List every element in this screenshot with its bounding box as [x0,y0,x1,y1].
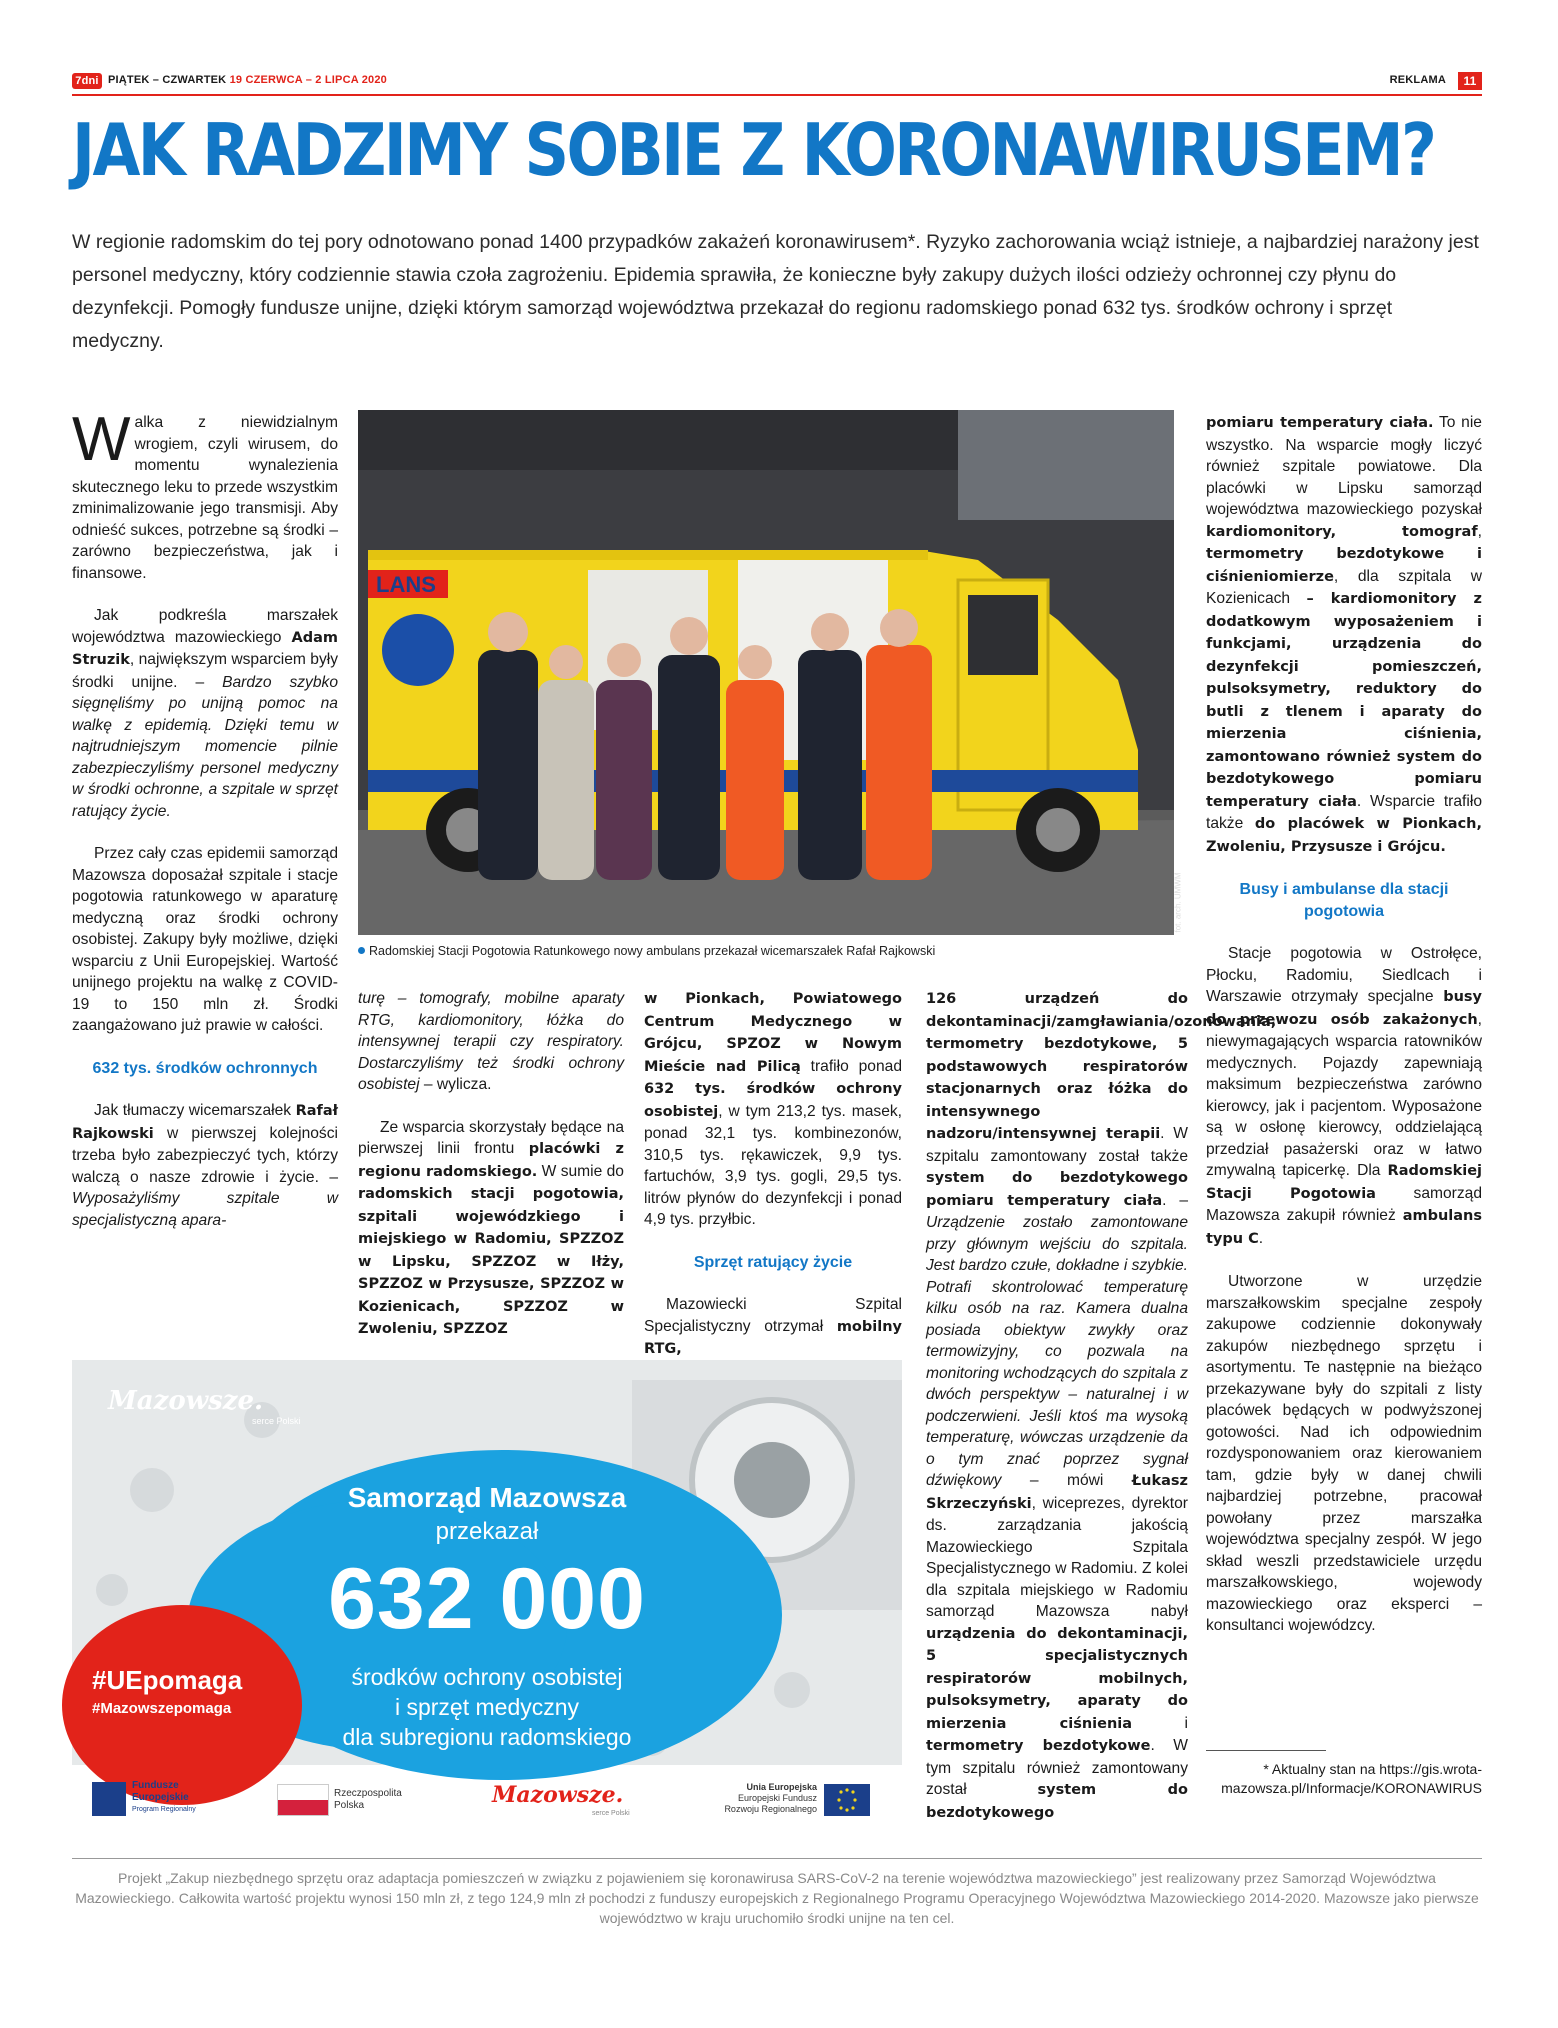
ad-number: 632 000 [328,1551,646,1647]
footer-divider [72,1858,1482,1859]
bullet-icon [358,947,365,954]
funding-logos [72,1770,902,1830]
ad-subheadline: przekazał [435,1518,539,1545]
vehicle-lettering: LANS [376,572,436,597]
paragraph: pomiaru temperatury ciała. To nie wszystko. Na wsparcie mogły liczyć również szpitale powiatowe. Dla placówki w Lipsku samorząd województwa mazowieckiego pozyskał kardiomonitory, tomograf, termometry bezdotykowe i ciśnieniomierze, dla szpitala w Kozienicach – kardiomonitory z dodatkowym wyposażeniem i funkcjami, urządzenia do dezynfekcji pomieszczeń, pulsoksymetry, reduktory do butli z tlenem i aparaty do mierzenia ciśnienia, zamontowano również system do bezdotykowego pomiaru temperatury ciała. Wsparcie trafiło także do placówek w Pionkach, Zwoleniu, Przysusze i Grójcu. [1206,414,1482,855]
paragraph: Jak podkreśla marszałek województwa mazowieckiego Adam Struzik, największym wsparciem były środki unijne. – Bardzo szybko sięgnęliśmy po unijną pomoc na walkę z epidemią. Dzięki temu w najtrudniejszym momencie pilnie zabezpieczyliśmy personel medyczny w środki ochronne, a szpitale w sprzęt ratujący życie. [72,607,338,820]
header-divider [72,94,1482,96]
subheading: 632 tys. środków ochronnych [92,1059,318,1077]
mazowsze-logo: Mazowsze. [108,1386,264,1416]
mazowsze-tagline: serce Polski [252,1416,301,1426]
paragraph: Stacje pogotowia w Ostrołęce, Płocku, Radomiu, Siedlcach i Warszawie otrzymały specjalne busy do przewozu osób zakażonych, niewymagających wsparcia ratowników medycznych. Pojazdy zapewniają maksimum bezpieczeństwa zarówno kierowcy, jak i pacjentom. Wyposażone są w osłonę kierowcy, oddzielającą przedział pasażerski oraz w łatwo zmywalną tapicerkę. Dla Radomskiej Stacji Pogotowia samorząd Mazowsza zakupił również ambulans typu C. [1206,945,1482,1247]
newspaper-logo: 7dni [72,73,102,89]
hashtag-mazowsze: #Mazowszepomaga [92,1700,232,1717]
ad-headline: Samorząd Mazowsza [347,1482,627,1513]
paragraph: Mazowiecki Szpital Specjalistyczny otrzymał mobilny RTG, [644,1296,902,1357]
hashtag-ue: #UEpomaga [92,1665,243,1695]
photo-credit: fot. arch. UMWM [1173,872,1183,933]
ad-description: środków ochrony osobistej i sprzęt medyczny dla subregionu radomskiego [342,1664,632,1750]
paragraph: Ze wsparcia skorzystały będące na pierwszej linii frontu placówki z regionu radomskiego. W sumie do radomskich stacji pogotowia, szpitali wojewódzkiego i miejskiego w Radomiu, SPZZOZ w Lipsku, SPZZOZ w Iłży, SPZZOZ w Przysusze, SPZZOZ w Kozienicach, SPZZOZ w Zwoleniu, SPZZOZ [358,1118,624,1337]
article-column-4 [926,988,1277,1824]
mazowsze-logo: Mazowsze. [492,1782,624,1808]
eu-flag-icon [824,1784,870,1816]
paragraph: Utworzone w urzędzie marszałkowskim specjalne zespoły zakupowe codziennie dokonywały zakupów niezbędnego sprzętu i asortymentu. Te następnie na bieżąco przekazywane były do szpitali z listy placówek będących w podwyższonej gotowości. Nad ich odpowiednim rozdysponowaniem oraz kierowaniem tam, gdzie były w danej chwili najbardziej potrzebne, pracował powołany przez marszałka województwa specjalny zespół. W jego skład weszli przedstawiciele urzędu marszałkowskiego, wojewody mazowieckiego oraz eksperci – konsultanci wojewódzcy. [1206,1273,1482,1634]
paragraph: turę – tomografy, mobilne aparaty RTG, kardiomonitory, łóżka do intensywnej terapii czy respiratory. Dostarczyliśmy też środki ochrony osobistej – wylicza. [358,990,624,1093]
paragraph: w Pionkach, Powiatowego Centrum Medycznego w Grójcu, SPZOZ w Nowym Mieście nad Pilicą trafiło ponad 632 tys. środków ochrony osobistej, w tym 213,2 tys. masek, ponad 32,1 tys. kombinezonów, 310,5 tys. rękawiczek, 9,9 tys. fartuchów, 3,9 tys. gogli, 29,5 tys. litrów płynów do dezynfekcji i ponad 4,9 tys. przyłbic. [644,991,902,1228]
paragraph: Przez cały czas epidemii samorząd Mazowsza doposażał szpitale i stacje pogotowia ratunkowego w aparaturę medyczną oraz środki ochrony osobistej. Zakupy były możliwe, dzięki wsparciu z Unii Europejskiej. Wartość unijnego projektu na walkę z COVID-19 to 150 mln zł. Środki zaangażowano już prawie w całości. [72,845,338,1034]
drop-cap: W [72,405,131,474]
page-header [72,72,1482,92]
issue-date: PIĄTEK – CZWARTEK 19 CZERWCA – 2 LIPCA 2020 [108,74,387,86]
article-photo [358,410,1183,935]
footnote: * Aktualny stan na https://gis.wrota-mazowsza.pl/Informacje/KORONAWIRUS [1221,1761,1482,1796]
article-column-1 [72,405,338,1231]
article-column-3 [644,988,902,1361]
eu-label: Unia Europejska Europejski Fundusz Rozwoju Regionalnego [724,1782,817,1814]
page-number: 11 [1458,72,1482,90]
poland-flag-icon [277,1784,329,1816]
footnote-divider [1206,1750,1326,1751]
rzeczpospolita-logo: Rzeczpospolita Polska [334,1788,402,1811]
paragraph: Jak tłumaczy wicemarszałek Rafał Rajkowski w pierwszej kolejności trzeba było zabezpieczyć tych, którzy walczą o nasze zdrowie i życie. – Wyposażyliśmy szpitale w specjalistyczną apara- [72,1102,338,1229]
article-title: JAK RADZIMY SOBIE Z KORONAWIRUSEM? [72,108,1435,192]
eu-funds-flag-icon [92,1782,126,1816]
subheading: Sprzęt ratujący życie [693,1253,853,1271]
paragraph: Walka z niewidzialnym wrogiem, czyli wirusem, do momentu wynalezienia skutecznego leku to przede wszystkim zminimalizowanie jego transmisji. Aby odnieść sukces, potrzebne są środki – zarówno bezpieczeństwa, jak i finansowe. [72,405,338,582]
mazowsze-tagline: serce Polski [592,1810,630,1817]
section-label: REKLAMA [1389,74,1446,86]
paragraph: 126 urządzeń do dekontaminacji/zamgławiania/ozonowania, termometry bezdotykowe, 5 podstawowych respiratorów stacjonarnych oraz łóżka do intensywnego nadzoru/intensywnej terapii. W szpitalu zamontowany został także system do bezdotykowego pomiaru temperatury ciała. – Urządzenie zostało zamontowane przy głównym wejściu do szpitala. Jest bardzo czułe, dokładne i szybkie. Potrafi skontrolować temperaturę kilku osób na raz. Kamera dualna posiada obiektyw zwykły oraz termowizyjny, co pozwala na monitoring wchodzących do szpitala z dwóch perspektyw – naturalnej i w podczerwieni. Jeśli ktoś ma wysoką temperaturę, wówczas urządzenie da o tym znać poprzez sygnał dźwiękowy – mówi Łukasz Skrzeczyński, wiceprezes, dyrektor ds. zarządzania jakością Mazowieckiego Szpitala Specjalistycznego w Radomiu. Z kolei dla szpitala miejskiego w Radomiu samorząd Mazowsza nabył urządzenia do dekontaminacji, 5 specjalistycznych respiratorów mobilnych, pulsoksymetry, aparaty do mierzenia ciśnienia i termometry bezdotykowe. W tym szpitalu również zamontowany został system do bezdotykowego [926,991,1277,1821]
photo-caption: Radomskiej Stacji Pogotowia Ratunkowego nowy ambulans przekazał wicemarszałek Rafał Rajkowski [358,944,1188,958]
advertisement-banner [72,1360,902,1765]
fundusze-europejskie-logo: Fundusze Europejskie Program Regionalny [132,1780,196,1813]
article-lead: W regionie radomskim do tej pory odnotowano ponad 1400 przypadków zakażeń koronawirusem*. Ryzyko zachorowania wciąż istnieje, a najbardziej narażony jest personel medyczny, który codziennie stawia czoła zagrożeniu. Epidemia sprawiła, że konieczne były zakupy dużych ilości odzieży ochronnej czy płynu do dezynfekcji. Pomogły fundusze unijne, dzięki którym samorząd województwa przekazał do regionu radomskiego ponad 632 tys. środków ochrony i sprzęt medyczny. [72,231,1479,352]
project-footer: Projekt „Zakup niezbędnego sprzętu oraz adaptacja pomieszczeń w związku z pojawieniem się koronawirusa SARS-CoV-2 na terenie województwa mazowieckiego” jest realizowany przez Samorząd Województwa Mazowieckiego. Całkowita wartość projektu wynosi 150 mln zł, z tego 124,9 mln zł pochodzi z funduszy europejskich z Regionalnego Programu Operacyjnego Województwa Mazowieckiego 2014-2020. Mazowsze jako pierwsze województwo w kraju uruchomiło środki unijne na ten cel. [75,1870,1479,1926]
article-column-2 [358,988,624,1341]
ambulance-photo [358,410,1174,935]
subheading: Busy i ambulanse dla stacji pogotowia [1239,881,1449,920]
article-column-5 [1206,412,1482,1637]
